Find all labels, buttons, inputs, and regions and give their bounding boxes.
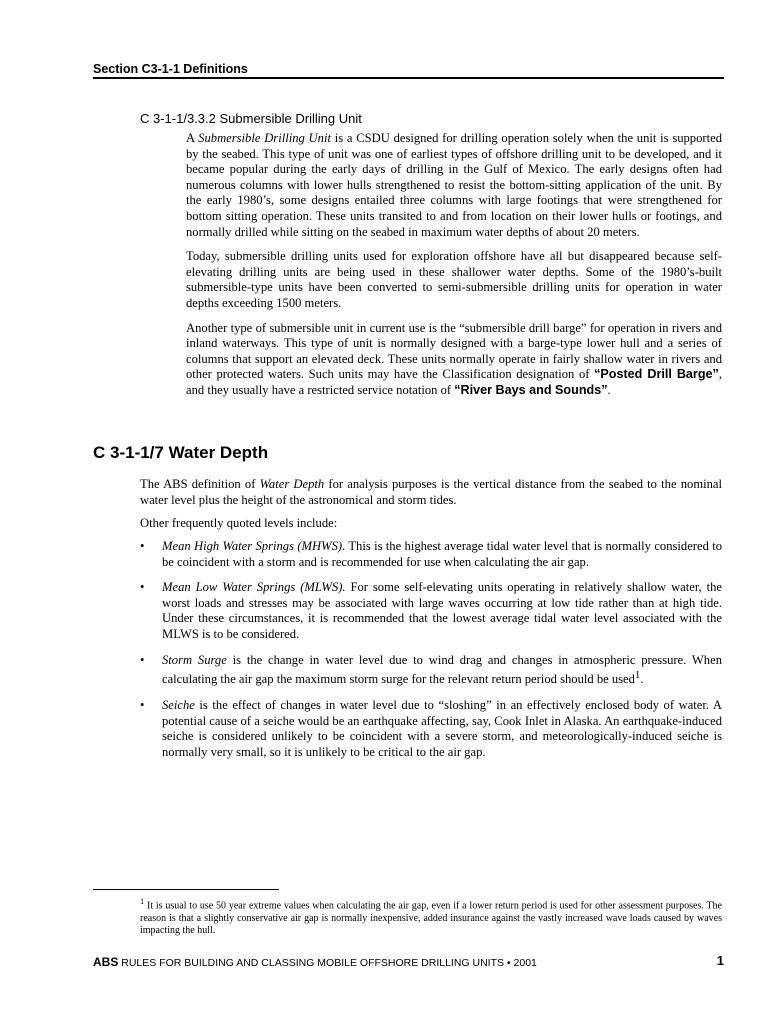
bullet-glyph: •	[140, 697, 145, 712]
bullet-glyph: •	[140, 652, 145, 667]
posted-drill-barge: “Posted Drill Barge”	[594, 367, 719, 382]
page-number: 1	[716, 953, 724, 968]
paragraph-today: Today, submersible drilling units used for exploration offshore have all but disappeared because self-elevating drilling units are being used in these shallower water depths. Some of the 1980’s-built submersible-type units have been converted to semi-submersible drilling units for operation in water depths exceeding 1500 meters.	[186, 249, 722, 310]
river-bays-and-sounds: “River Bays and Sounds”	[454, 382, 608, 397]
paragraph-submersible-definition: A Submersible Drilling Unit is a CSDU designed for drilling operation solely when the unit is supported by the seabed. This type of unit was one of earliest types of offshore drilling unit to be developed, and it became popular during the early days of drilling in the Gulf of Mexico. The early designs often had numerous columns with lower hulls strengthened to resist the bottom-sitting application of the unit. By the early 1980’s, some designs entailed three columns with large footings that were strengthened for bottom sitting operation. These units transited to and from location on their lower hulls or footings, and normally drilled while sitting on the seabed in maximum water depths of about 20 meters.	[186, 131, 722, 239]
term-submersible-drilling-unit: Submersible Drilling Unit	[198, 131, 331, 145]
footnote: $^1$ It is usual to use 50 year extreme values when calculating the air gap, even if a lower return period is used for other assessment purposes. The reason is that a slightly conservative air gap is normally inexpensive, added insurance against the vastly increased wave loads caused by waves impacting the hull.	[140, 897, 722, 937]
footer-bullet: •	[506, 957, 511, 969]
water-depth-intro: The ABS definition of Water Depth for analysis purposes is the vertical distance from the seabed to the nominal water level plus the height of the astronomical and storm tides.	[140, 477, 723, 507]
list-item-term: Seiche	[162, 697, 195, 712]
list-item-term: Storm Surge	[162, 652, 227, 667]
subsection-body	[186, 131, 722, 408]
footer-title: ABS RULES FOR BUILDING AND CLASSING MOBILE OFFSHORE DRILLING UNITS • 2001	[93, 955, 537, 969]
paragraph-drill-barge: Another type of submersible unit in current use is the “submersible drill barge” for operation in rivers and inland waterways. This type of unit is normally designed with a barge-type lower hull and a series of columns that support an elevated deck. These units normally operate in fairly shallow water in rivers and other protected waters. Such units may have the Classification designation of “Posted Drill Barge”, and they usually have a restricted service notation of “River Bays and Sounds”.	[186, 320, 722, 397]
list-item: • Seiche is the effect of changes in water level due to “sloshing” in an effectively enclosed body of water. A potential cause of a seiche would be an earthquake affecting, say, Cook Inlet in Alaska. An earthquake-induced seiche is considered unlikely to be coincident with a severe storm, and meteorologically-induced seiche is normally very small, so it is unlikely to be critical to the air gap.	[140, 697, 722, 759]
list-item-term: Mean Low Water Springs (MLWS).	[162, 580, 346, 595]
section-header	[93, 62, 724, 79]
other-levels-text: Other frequently quoted levels include:	[140, 516, 338, 530]
list-item: • Storm Surge is the change in water level due to wind drag and changes in atmospheric pressure. When calculating the air gap the maximum storm surge for the relevant return period should be used$^1$.	[140, 652, 722, 687]
footnote-marker: 1	[140, 897, 145, 906]
page-footer	[93, 953, 724, 969]
list-item: • Mean Low Water Springs (MLWS). For some self-elevating units operating in relatively shallow water, the worst loads and stresses may be associated with large waves occurring at low tide rather than at high tide. Under these circumstances, it is recommended that the lowest average tidal water level associated with the MLWS is to be considered.	[140, 580, 722, 641]
water-depth-heading: C 3-1-1/7 Water Depth	[93, 443, 269, 462]
bullet-glyph: •	[140, 539, 145, 553]
bullet-glyph: •	[140, 580, 145, 595]
list-item-term: Mean High Water Springs (MHWS).	[162, 539, 346, 553]
list-item: • Mean High Water Springs (MHWS). This is the highest average tidal water level that is normally considered to be coincident with a storm and is recommended for use when calculating the air gap.	[140, 539, 722, 569]
section-header-text: Section C3-1-1 Definitions	[93, 62, 248, 76]
levels-list	[140, 539, 722, 770]
term-water-depth: Water Depth	[259, 477, 325, 491]
footnote-divider	[93, 889, 279, 890]
footnote-reference[interactable]: 1	[634, 670, 641, 682]
footer-abs: ABS	[93, 955, 119, 969]
subsection-title: C 3-1-1/3.3.2 Submersible Drilling Unit	[140, 111, 362, 126]
